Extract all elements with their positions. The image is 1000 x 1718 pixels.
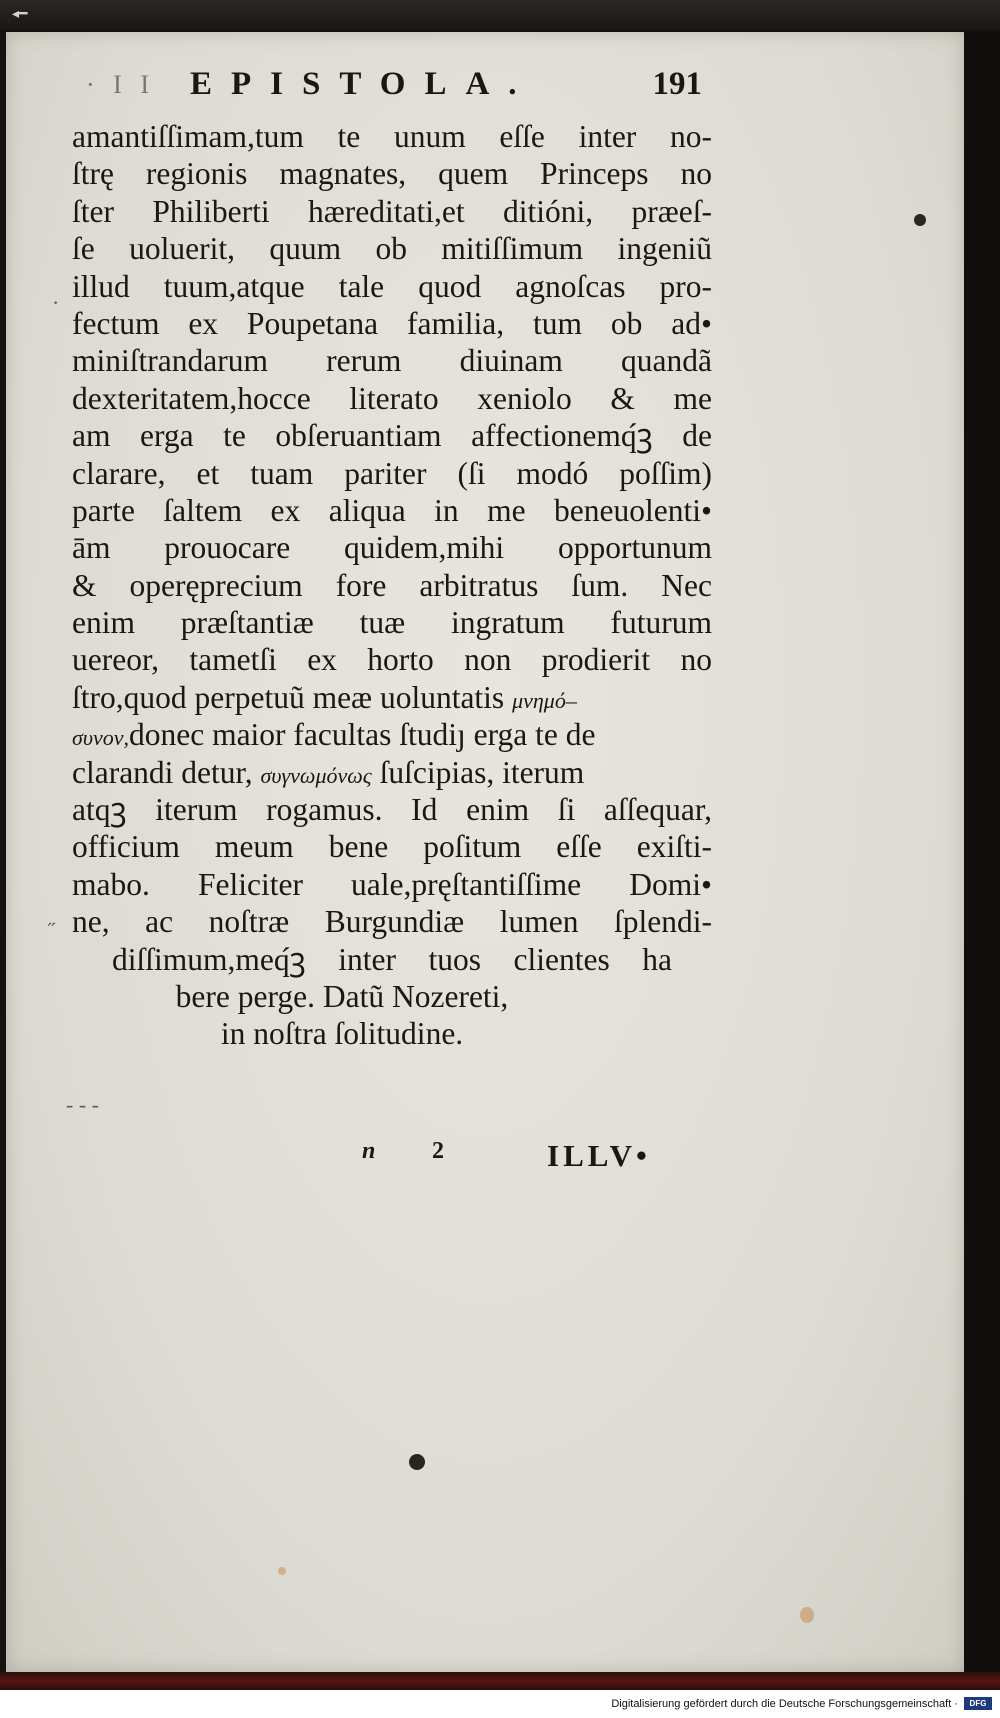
text-segment: donec maior facultas ſtudiȷ erga te de bbox=[128, 717, 596, 753]
text-line: ſe uoluerit, quum ob mitiſſimum ingeniũ bbox=[72, 231, 712, 267]
text-line: ſtrę regionis magnates, quem Princeps no bbox=[72, 156, 712, 192]
text-line: ām prouocare quidem,mihi opportunum bbox=[72, 530, 712, 566]
ink-dot bbox=[914, 214, 926, 226]
running-title: EPISTOLA. bbox=[190, 66, 536, 102]
page-number: 191 bbox=[652, 66, 702, 102]
text-line-greek-b bbox=[72, 716, 712, 753]
scan-corner-icon: ◂━ bbox=[12, 7, 28, 22]
scan-top-strip bbox=[0, 0, 1000, 30]
catchword-line bbox=[72, 1138, 712, 1178]
greek-word: συγνωμόνως bbox=[260, 762, 372, 788]
text-line: miniſtrandarum rerum diuinam quandã bbox=[72, 343, 712, 379]
text-line: enim præſtantiæ tuæ ingratum futurum bbox=[72, 605, 712, 641]
margin-dot-icon: - - - bbox=[66, 1092, 99, 1117]
text-line: fectum ex Poupetana familia, tum ob ad• bbox=[72, 305, 712, 341]
text-line: & operęprecium fore arbitratus ſum. Nec bbox=[72, 567, 712, 603]
scan-bottom-band bbox=[0, 1672, 1000, 1690]
signature-number: 2 bbox=[432, 1138, 444, 1164]
text-line-greek-c bbox=[72, 754, 712, 791]
text-line: parte ſaltem ex aliqua in me beneuolenti• bbox=[72, 492, 712, 528]
greek-word: μνημό– bbox=[512, 687, 577, 713]
text-segment: clarandi detur, bbox=[72, 754, 253, 790]
text-line: clarare, et tuam pariter (ſi modó poſſim) bbox=[72, 455, 712, 491]
paper-stain bbox=[800, 1607, 814, 1623]
greek-word: συνον, bbox=[72, 725, 129, 751]
text-line: am erga te obſeruantiam affectionemq́ꝫ de bbox=[72, 418, 712, 454]
header-left-ticks: · I I bbox=[86, 70, 155, 99]
running-header bbox=[72, 62, 702, 112]
dfg-logo-icon: DFG bbox=[964, 1697, 992, 1710]
text-line: ne, ac noſtræ Burgundiæ lumen ſplendi- bbox=[72, 904, 712, 940]
paper-stain bbox=[278, 1567, 286, 1575]
text-line-centered: in noſtra ſolitudine. bbox=[220, 1016, 464, 1052]
signature-mark: n bbox=[362, 1138, 376, 1164]
page-edge-shadow bbox=[964, 32, 1000, 1682]
text-line: mabo. Feliciter uale,pręſtantiſſime Domi• bbox=[72, 866, 712, 902]
footer-bar bbox=[0, 1690, 1000, 1718]
text-line-centered: diſſimum,meq́ꝫ inter tuos clientes ha bbox=[112, 941, 672, 977]
letter-body bbox=[72, 118, 712, 1053]
text-segment: ſtro,quod perpetuũ meæ uoluntatis bbox=[72, 679, 505, 715]
ink-dot bbox=[409, 1454, 425, 1470]
text-line: amantiſſimam,tum te unum eſſe inter no- bbox=[72, 119, 712, 154]
text-line-greek-a bbox=[72, 679, 712, 716]
text-line-centered: bere perge. Datũ Nozereti, bbox=[175, 978, 509, 1014]
text-line: uereor, tametſi ex horto non prodierit no bbox=[72, 642, 712, 678]
margin-dot-icon: · bbox=[52, 290, 60, 315]
text-segment: ſuſcipias, iterum bbox=[379, 754, 585, 790]
text-line: dexteritatem,hocce literato xeniolo & me bbox=[72, 380, 712, 416]
text-line: atqꝫ iterum rogamus. Id enim ſi aſſequar, bbox=[72, 792, 712, 828]
funding-credit: Digitalisierung gefördert durch die Deutsche Forschungsgemeinschaft · bbox=[611, 1698, 958, 1710]
catchword: ILLV• bbox=[547, 1138, 651, 1173]
margin-dot-icon: ˝ bbox=[48, 918, 56, 943]
text-line: officium meum bene poſitum eſſe exiſti- bbox=[72, 829, 712, 865]
text-line: illud tuum,atque tale quod agnoſcas pro- bbox=[72, 268, 712, 304]
text-line: ſter Philiberti hæreditati,et ditióni, præeſ- bbox=[72, 193, 712, 229]
